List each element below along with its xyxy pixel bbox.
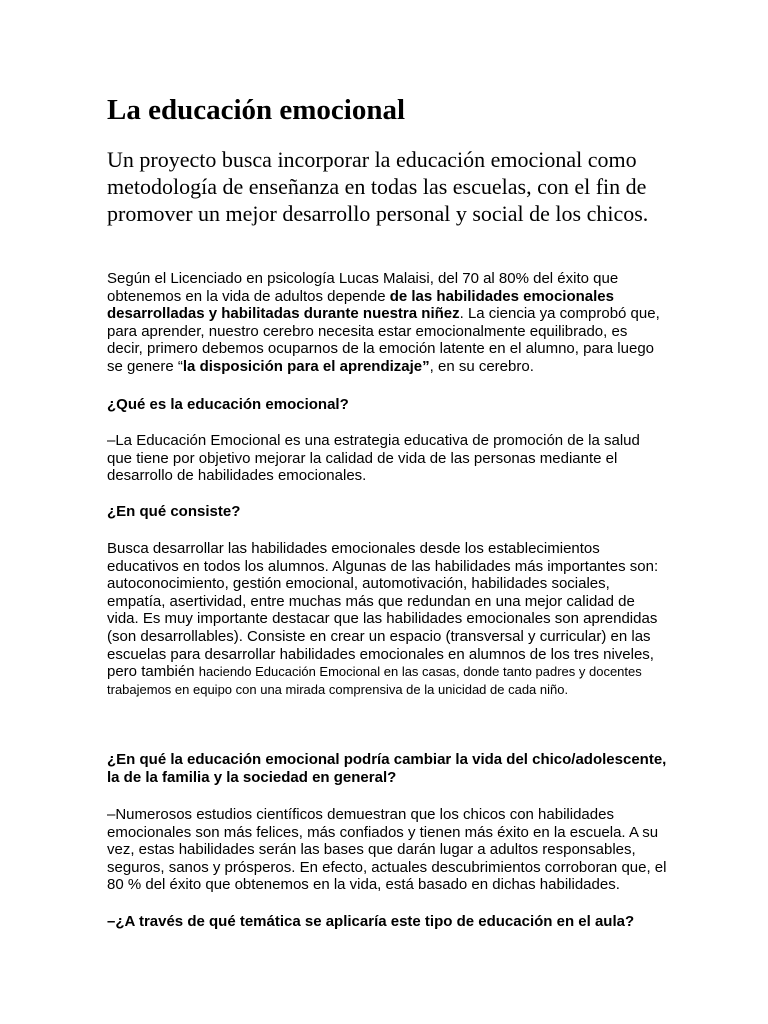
answer-paragraph-1: –La Educación Emocional es una estrategia educativa de promoción de la salud que tiene por objetivo mejorar la calidad de vida de las personas mediante el desarrollo de habilidades emocionales.: [107, 432, 640, 485]
intro-bold-2: la disposición para el aprendizaje”: [182, 357, 430, 375]
page-title: La educación emocional: [107, 94, 406, 126]
intro-text-3: , en su cerebro.: [429, 357, 534, 375]
question-heading-2: ¿En qué consiste?: [107, 503, 241, 520]
answer-2-text: Busca desarrollar las habilidades emocionales desde los establecimientos educativos en todos los alumnos. Algunas de las habilidades más importantes son: autoconocimiento, gestión emocional, automotivación, habilidades sociales, empatía, asertividad, entre muchas más que redundan en una mejor calidad de vida. Es muy importante destacar que las habilidades emocionales son aprendidas (son desarrollables). Consiste en crear un espacio (transversal y curricular) en las escuelas para desarrollar habilidades emocionales en alumnos de los tres niveles, pero también: [107, 540, 659, 681]
intro-text-1: Según el Licenciado en psicología Lucas Malaisi, del 70 al 80% del éxito que obtenemos en la vida de adultos depende: [107, 270, 619, 305]
intro-paragraph: [107, 270, 667, 376]
question-heading-3: ¿En qué la educación emocional podría cambiar la vida del chico/adolescente, la de la familia y la sociedad en general?: [107, 751, 667, 786]
answer-paragraph-2: [107, 540, 667, 698]
intro-text-2: . La ciencia ya comprobó que, para aprender, nuestro cerebro necesita estar emocionalmente equilibrado, es decir, primero debemos ocuparnos de la emoción latente en el alumno, para luego se genere “: [107, 305, 660, 375]
question-heading-1: ¿Qué es la educación emocional?: [107, 396, 349, 413]
intro-bold-1: de las habilidades emocionales desarrolladas y habilitadas durante nuestra niñez: [107, 287, 614, 323]
page-subtitle: Un proyecto busca incorporar la educación emocional como metodología de enseñanza en todas las escuelas, con el fin de promover un mejor desarrollo personal y social de los chicos.: [107, 147, 649, 226]
answer-paragraph-3: –Numerosos estudios científicos demuestran que los chicos con habilidades emocionales son más felices, más confiados y tienen más éxito en la escuela. A su vez, estas habilidades serán las bases que darán lugar a adultos responsables, seguros, sanos y prósperos. En efecto, actuales descubrimientos corroboran que, el 80 % del éxito que obtenemos en la vida, está basado en dichas habilidades.: [107, 806, 667, 894]
question-heading-4: –¿A través de qué temática se aplicaría este tipo de educación en el aula?: [107, 913, 635, 930]
answer-2-small-text: haciendo Educación Emocional en las casas, donde tanto padres y docentes trabajemos en equipo con una mirada comprensiva de la unicidad de cada niño.: [107, 664, 642, 697]
